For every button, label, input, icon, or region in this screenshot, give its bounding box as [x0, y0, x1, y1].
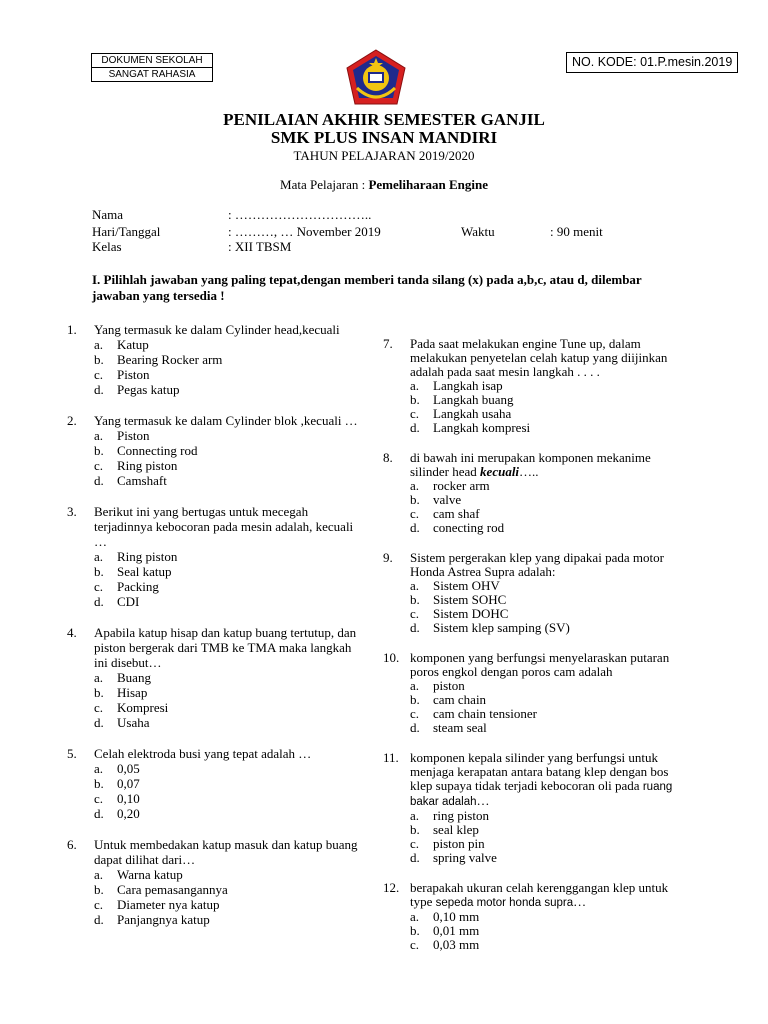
option-letter: d.	[410, 420, 420, 435]
question-text: komponen yang berfungsi menyelaraskan putaran poros engkol dengan poros cam adalah	[410, 650, 670, 679]
option-letter: b.	[410, 592, 420, 607]
option-text: Langkah kompresi	[433, 420, 531, 435]
option-letter: a.	[94, 761, 104, 776]
option-text: Camshaft	[117, 473, 167, 488]
option-letter: a.	[410, 578, 420, 593]
option-letter: a.	[410, 478, 420, 493]
option-letter: d.	[410, 850, 420, 865]
question-text: komponen kepala silinder yang berfungsi untuk menjaga kerapatan antara batang klep dengan bos klep supaya tidak terjadi kebocoran oli pada	[410, 750, 669, 793]
question-number: 4.	[67, 625, 77, 640]
option-letter: b.	[410, 692, 420, 707]
question-text-end: …	[476, 793, 490, 808]
option-text: steam seal	[433, 720, 487, 735]
option-text: Langkah isap	[433, 378, 503, 393]
option-text: Usaha	[117, 715, 150, 730]
option-letter: c.	[94, 579, 104, 594]
option-text: Piston	[117, 428, 150, 443]
option-letter: a.	[94, 549, 104, 564]
option-letter: c.	[410, 506, 420, 521]
time-value: : 90 menit	[550, 224, 603, 239]
option-letter: c.	[94, 791, 104, 806]
question-column-left	[67, 322, 367, 943]
name-label: Nama	[92, 207, 124, 222]
option-letter: a.	[94, 428, 104, 443]
question-text: Berikut ini yang bertugas untuk mecegah terjadinnya kebocoran pada mesin adalah, kecuali …	[94, 504, 354, 549]
question-number: 2.	[67, 413, 77, 428]
question-emphasis: kecuali	[480, 464, 520, 479]
option-text: 0,01 mm	[433, 923, 480, 938]
class-field: : XII TBSM	[228, 239, 292, 254]
subject-label: Mata Pelajaran :	[280, 177, 369, 192]
question-number: 3.	[67, 504, 77, 519]
option-text: Cara pemasangannya	[117, 882, 228, 897]
question-8	[383, 451, 683, 535]
option-letter: c.	[410, 836, 420, 851]
option-text: Piston	[117, 367, 150, 382]
option-text: Ring piston	[117, 549, 178, 564]
question-2	[67, 413, 367, 488]
question-3	[67, 504, 367, 609]
option-letter: c.	[410, 606, 420, 621]
option-letter: d.	[94, 715, 104, 730]
question-text-sans: ruang bakar adalah	[410, 781, 673, 808]
option-letter: b.	[94, 564, 104, 579]
option-letter: d.	[410, 620, 420, 635]
option-text: piston pin	[433, 836, 485, 851]
option-text: cam shaf	[433, 506, 480, 521]
option-text: Pegas katup	[117, 382, 180, 397]
option-text: seal klep	[433, 822, 479, 837]
option-letter: b.	[94, 352, 104, 367]
option-letter: d.	[94, 382, 104, 397]
option-text: Langkah usaha	[433, 406, 512, 421]
option-letter: b.	[94, 685, 104, 700]
question-11	[383, 751, 683, 865]
question-number: 1.	[67, 322, 77, 337]
question-4	[67, 625, 367, 730]
date-label: Hari/Tanggal	[92, 224, 161, 239]
question-text: Untuk membedakan katup masuk dan katup buang dapat dilihat dari…	[94, 837, 358, 867]
option-letter: c.	[94, 897, 104, 912]
option-text: Bearing Rocker arm	[117, 352, 223, 367]
option-letter: d.	[94, 912, 104, 927]
option-letter: d.	[410, 720, 420, 735]
question-number: 12.	[383, 880, 400, 895]
option-text: piston	[433, 678, 465, 693]
question-7	[383, 337, 683, 435]
option-letter: c.	[94, 458, 104, 473]
option-text: Hisap	[117, 685, 148, 700]
option-letter: b.	[410, 923, 420, 938]
option-letter: b.	[94, 882, 104, 897]
option-letter: d.	[410, 520, 420, 535]
option-text: Ring piston	[117, 458, 178, 473]
option-text: 0,03 mm	[433, 937, 480, 952]
option-letter: b.	[410, 492, 420, 507]
doc-label-school: DOKUMEN SEKOLAH	[92, 54, 212, 68]
question-text: Apabila katup hisap dan katup buang tertutup, dan piston bergerak dari TMB ke TMA maka langkah ini disebut…	[94, 625, 357, 670]
time-label: Waktu	[461, 224, 495, 239]
question-text-end: …	[573, 894, 587, 909]
date-field: : ………, … November 2019	[228, 224, 381, 239]
option-letter: d.	[94, 594, 104, 609]
option-letter: b.	[410, 392, 420, 407]
option-letter: c.	[410, 706, 420, 721]
option-text: Sistem SOHC	[433, 592, 507, 607]
question-12	[383, 881, 683, 952]
doc-label-secret: SANGAT RAHASIA	[108, 69, 196, 80]
question-text: di bawah ini merupakan komponen mekanime silinder head	[410, 450, 651, 479]
academic-year: TAHUN PELAJARAN 2019/2020	[293, 148, 475, 163]
option-letter: c.	[410, 406, 420, 421]
option-letter: a.	[94, 670, 104, 685]
option-text: CDI	[117, 594, 140, 609]
option-text: Buang	[117, 670, 151, 685]
option-text: spring valve	[433, 850, 497, 865]
school-logo	[343, 48, 409, 110]
option-letter: b.	[94, 776, 104, 791]
question-number: 7.	[383, 336, 393, 351]
option-text: 0,10 mm	[433, 909, 480, 924]
option-letter: a.	[94, 337, 104, 352]
question-text: Yang termasuk ke dalam Cylinder blok ,kecuali …	[94, 413, 358, 428]
question-10	[383, 651, 683, 735]
option-letter: b.	[94, 443, 104, 458]
option-text: rocker arm	[433, 478, 490, 493]
question-number: 10.	[383, 650, 400, 665]
option-text: Packing	[117, 579, 159, 594]
question-text: berapakah ukuran celah kerenggangan klep untuk type	[410, 880, 669, 909]
option-text: Seal katup	[117, 564, 172, 579]
option-text: Sistem DOHC	[433, 606, 509, 621]
option-letter: d.	[94, 806, 104, 821]
option-letter: a.	[410, 678, 420, 693]
option-letter: a.	[410, 378, 420, 393]
option-text: Sistem OHV	[433, 578, 500, 593]
option-text: Langkah buang	[433, 392, 514, 407]
question-number: 8.	[383, 450, 393, 465]
question-number: 9.	[383, 550, 393, 565]
question-number: 6.	[67, 837, 77, 852]
question-text-sans: sepeda motor honda supra	[435, 897, 574, 909]
question-text: Celah elektroda busi yang tepat adalah …	[94, 746, 312, 761]
option-text: 0,10	[117, 791, 140, 806]
document-classification-box	[91, 53, 213, 82]
question-6	[67, 837, 367, 927]
option-text: 0,07	[117, 776, 140, 791]
option-text: valve	[433, 492, 462, 507]
option-letter: c.	[94, 367, 104, 382]
question-text: Pada saat melakukan engine Tune up, dalam melakukan penyetelan celah katup yang diijinkan adalah pada saat mesin langkah . . . .	[410, 336, 668, 379]
option-text: conecting rod	[433, 520, 505, 535]
code-box: NO. KODE: 01.P.mesin.2019	[566, 52, 738, 73]
option-letter: c.	[94, 700, 104, 715]
option-text: Sistem klep samping (SV)	[433, 620, 570, 635]
subject-line	[0, 177, 768, 193]
exam-title: PENILAIAN AKHIR SEMESTER GANJIL	[223, 110, 545, 129]
option-letter: a.	[94, 867, 104, 882]
option-text: ring piston	[433, 808, 489, 823]
option-text: Connecting rod	[117, 443, 198, 458]
option-text: Warna katup	[117, 867, 183, 882]
question-number: 5.	[67, 746, 77, 761]
option-text: Diameter nya katup	[117, 897, 220, 912]
option-letter: a.	[410, 808, 420, 823]
instruction: I. Pilihlah jawaban yang paling tepat,dengan memberi tanda silang (x) pada a,b,c, atau d, dilembar jawaban yang tersedia !	[92, 272, 642, 303]
option-letter: d.	[94, 473, 104, 488]
class-label: Kelas	[92, 239, 122, 254]
option-text: cam chain	[433, 692, 487, 707]
option-text: 0,05	[117, 761, 140, 776]
option-text: Kompresi	[117, 700, 169, 715]
subject-value: Pemeliharaan Engine	[368, 177, 488, 192]
question-text-end: …..	[519, 464, 539, 479]
question-9	[383, 551, 683, 635]
question-text: Sistem pergerakan klep yang dipakai pada motor Honda Astrea Supra adalah:	[410, 550, 664, 579]
question-5	[67, 746, 367, 821]
option-text: 0,20	[117, 806, 140, 821]
option-letter: a.	[410, 909, 420, 924]
question-number: 11.	[383, 750, 399, 765]
question-text: Yang termasuk ke dalam Cylinder head,kecuali	[94, 322, 340, 337]
name-field: : …………………………..	[228, 207, 372, 222]
option-text: Panjangnya katup	[117, 912, 210, 927]
option-text: cam chain tensioner	[433, 706, 537, 721]
option-text: Katup	[117, 337, 149, 352]
option-letter: b.	[410, 822, 420, 837]
option-letter: c.	[410, 937, 420, 952]
question-column-right	[383, 337, 683, 968]
question-1	[67, 322, 367, 397]
school-name: SMK PLUS INSAN MANDIRI	[270, 128, 498, 147]
